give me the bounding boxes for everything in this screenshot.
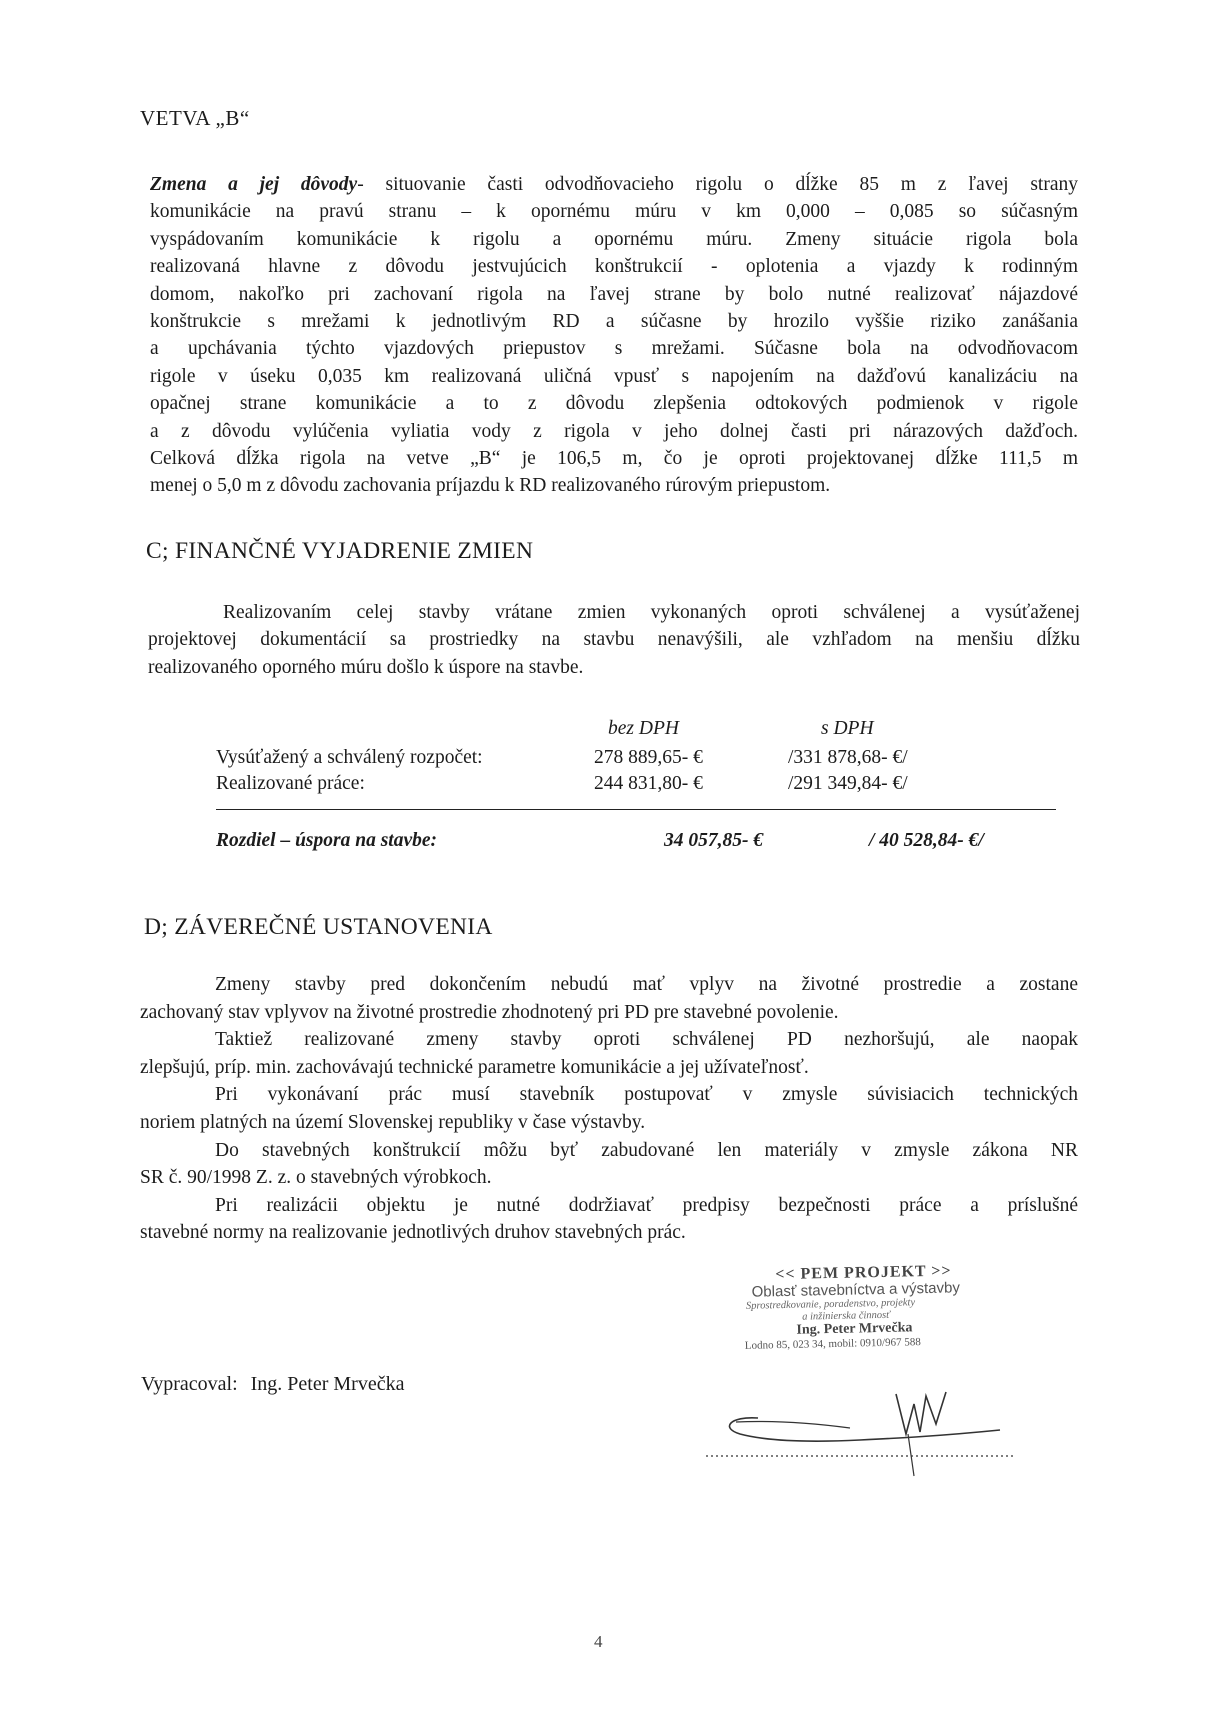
text-line [140, 1082, 1078, 1110]
text-line [150, 199, 1078, 226]
total-value-with-vat: / 40 528,84- €/ [869, 830, 984, 851]
line-text: noriem platných na území Slovenskej republiky v čase výstavby. [140, 1111, 646, 1133]
text-line [140, 1165, 1078, 1193]
line-text: realizovaného oporného múru došlo k úspore na stavbe. [148, 656, 584, 678]
text-line [140, 1110, 1078, 1138]
line-text: opačnej strane komunikácie a to z dôvodu zlepšenia odtokových podmienok v rigole [150, 393, 1078, 415]
stamp-line: Oblasť stavebníctva a výstavby [751, 1278, 961, 1301]
line-text: zachovaný stav vplyvov na životné prostredie zhodnotený pri PD pre stavebné povolenie. [140, 1001, 839, 1023]
budget-table [148, 716, 1088, 866]
line-text: projektovej dokumentácií sa prostriedky na stavbu nenavýšili, ale vzhľadom na menšiu dĺžku [148, 629, 1080, 651]
row-value-with-vat: /291 349,84- €/ [788, 773, 908, 794]
section-d-heading: D; ZÁVEREČNÉ USTANOVENIA [144, 914, 493, 940]
line-text: a upchávania týchto vjazdových priepustov s mrežami. Súčasne bola na odvodňovacom [150, 338, 1078, 360]
section-b-text [150, 172, 1078, 501]
section-c-heading: C; FINANČNÉ VYJADRENIE ZMIEN [146, 538, 534, 564]
line-text: konštrukcie s mrežami k jednotlivým RD a súčasne by hrozilo vyššie riziko zanášania [150, 310, 1078, 332]
text-line [140, 1055, 1078, 1083]
prepared-by-name: Ing. Peter Mrvečka [250, 1373, 405, 1395]
line-text: rigole v úseku 0,035 km realizovaná uličná vpusť s napojením na dažďovú kanalizáciu na [150, 365, 1078, 387]
line-text: vyspádovaním komunikácie k rigolu a opornému múru. Zmeny situácie rigola bola [150, 228, 1078, 250]
text-line [150, 446, 1078, 473]
line-text: zlepšujú, príp. min. zachovávajú technické parametre komunikácie a jej užívateľnosť. [140, 1056, 809, 1078]
text-line [150, 227, 1078, 254]
line-text: Realizovaním celej stavby vrátane zmien vykonaných oproti schválenej a vysúťaženej [223, 602, 1080, 623]
text-line [150, 172, 1078, 199]
change-title: Zmena a jej dôvody [150, 174, 358, 195]
text-line [148, 600, 1080, 627]
section-c-text [148, 600, 1080, 682]
text-line [150, 254, 1078, 281]
text-line [150, 282, 1078, 309]
line-text: Celková dĺžka rigola na vetve „B“ je 106,5 m, čo je oproti projektovanej dĺžke 111,5 m [150, 447, 1078, 469]
text-line [140, 1027, 1078, 1055]
line-text: menej o 5,0 m z dôvodu zachovania príjazdu k RD realizovaného rúrovým priepustom. [150, 475, 831, 497]
line-text: Taktiež realizované zmeny stavby oproti schválenej PD nezhoršujú, ale naopak [215, 1029, 1078, 1051]
row-label: Vysúťažený a schválený rozpočet: [216, 747, 483, 768]
text-line [150, 364, 1078, 391]
line-text: SR č. 90/1998 Z. z. o stavebných výrobkoch. [140, 1167, 492, 1189]
stamp-line: a inžinierska činnosť [802, 1309, 891, 1323]
line-text: Zmeny stavby pred dokončením nebudú mať vplyv na životné prostredie a zostane [215, 974, 1078, 995]
stamp-line: Sprostredkovanie, poradenstvo, projekty [745, 1297, 916, 1312]
row-label: Realizované práce: [216, 773, 365, 794]
text-line [140, 1138, 1078, 1166]
text-line [140, 1220, 1078, 1248]
total-label: Rozdiel – úspora na stavbe: [216, 830, 438, 851]
line-text: Pri realizácii objektu je nutné dodržiavať predpisy bezpečnosti práce a príslušné [215, 1194, 1078, 1216]
line-text: a z dôvodu vylúčenia vyliatia vody z rigola v jeho dolnej časti pri nárazových dažďoch. [150, 420, 1078, 442]
page-number: 4 [594, 1632, 603, 1651]
row-value-without-vat: 278 889,65- € [594, 747, 703, 768]
text-line [150, 391, 1078, 418]
total-value-without-vat: 34 057,85- € [664, 830, 764, 851]
line-text: stavebné normy na realizovanie jednotlivých druhov stavebných prác. [140, 1222, 686, 1244]
row-value-without-vat: 244 831,80- € [594, 773, 703, 794]
prepared-by [141, 1371, 404, 1398]
row-value-with-vat: /331 878,68- €/ [788, 747, 908, 768]
stamp-title: << PEM PROJEKT >> [775, 1262, 952, 1284]
section-d-text [140, 972, 1078, 1248]
company-stamp [739, 1261, 1021, 1352]
text-line [140, 1000, 1078, 1028]
text-line [140, 1193, 1078, 1221]
text-line [140, 972, 1078, 1000]
text-line [150, 309, 1078, 336]
line-text: - situovanie časti odvodňovacieho rigolu o dĺžke 85 m z ľavej strany [357, 174, 1078, 195]
text-line [148, 627, 1080, 654]
text-line [148, 655, 1080, 682]
branch-heading: VETVA „B“ [140, 106, 250, 130]
header-with-vat: s DPH [821, 718, 874, 739]
line-text: domom, nakoľko pri zachovaní rigola na ľavej strane by bolo nutné realizovať nájazdové [150, 283, 1078, 305]
line-text: Pri vykonávaní prác musí stavebník postupovať v zmysle súvisiacich technických [215, 1084, 1078, 1106]
handwritten-signature [700, 1376, 1020, 1486]
budget-divider [216, 809, 1056, 810]
line-text: komunikácie na pravú stranu – k opornému múru v km 0,000 – 0,085 so súčasným [150, 201, 1078, 223]
text-line [150, 336, 1078, 363]
prepared-by-label: Vypracoval: [141, 1373, 238, 1395]
stamp-line: Ing. Peter Mrvečka [796, 1320, 913, 1338]
header-without-vat: bez DPH [608, 718, 679, 739]
text-line [150, 419, 1078, 446]
text-line [150, 473, 1078, 500]
line-text: realizovaná hlavne z dôvodu jestvujúcich konštrukcií - oplotenia a vjazdy k rodinným [150, 256, 1078, 278]
line-text: Do stavebných konštrukcií môžu byť zabudované len materiály v zmysle zákona NR [215, 1139, 1078, 1161]
stamp-line: Lodno 85, 023 34, mobil: 0910/967 588 [744, 1335, 921, 1352]
